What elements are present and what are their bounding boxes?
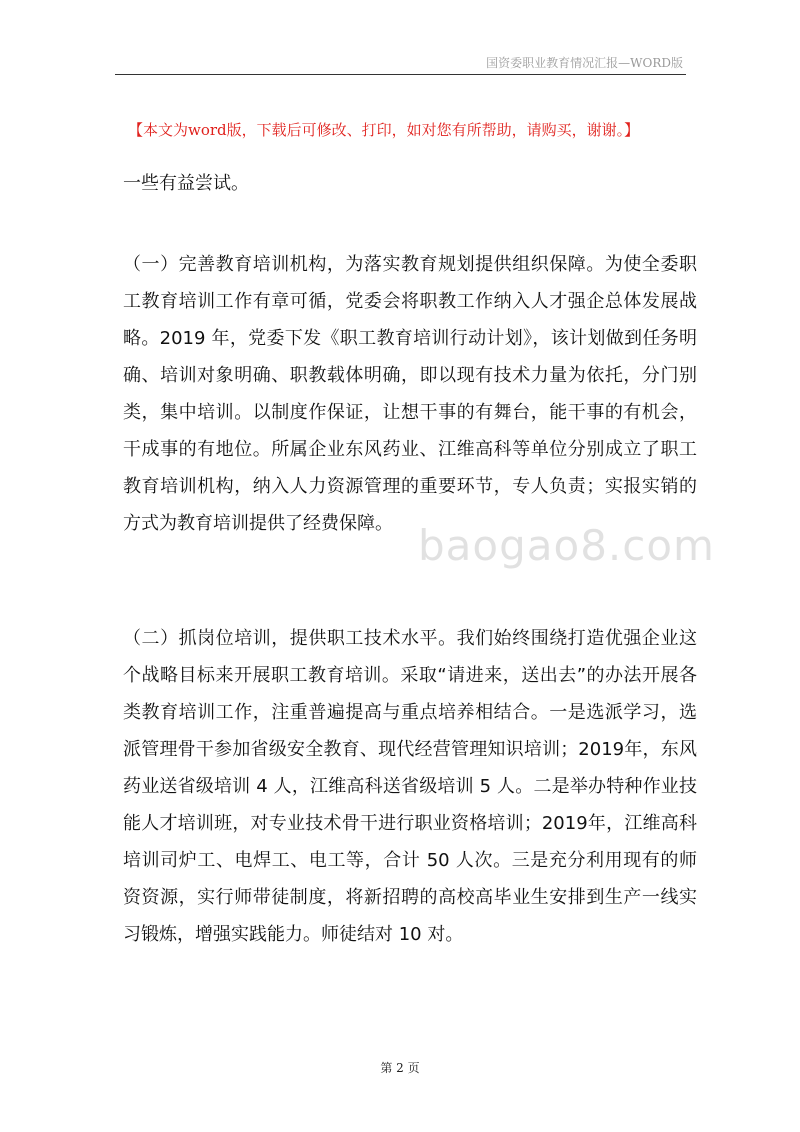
purchase-notice: 【本文为word版，下载后可修改、打印，如对您有所帮助，请购买，谢谢。】	[128, 121, 640, 139]
header-divider	[115, 74, 686, 75]
page-header-title: 国资委职业教育情况汇报—WORD版	[486, 56, 683, 70]
watermark: baogao8.com	[418, 521, 715, 570]
lead-line: 一些有益尝试。	[123, 173, 249, 194]
page-number: 第 2 页	[380, 1061, 420, 1075]
paragraph-1: （一）完善教育培训机构，为落实教育规划提供组织保障。为使全委职工教育培训工作有章可循，党委会将职教工作纳入人才强企总体发展战略。2019 年，党委下发《职工教育培训行动计划》，该计划做到任务明确、培训对象明确、职教载体明确，即以现有技术力量为依托，分门别类，集中培训。以制度作保证，让想干事的有舞台，能干事的有机会，干成事的有地位。所属企业东风药业、江维高科等单位分别成立了职工教育培训机构，纳入人力资源管理的重要环节，专人负责；实报实销的方式为教育培训提供了经费保障。	[123, 254, 697, 534]
paragraph-2: （二）抓岗位培训，提供职工技术水平。我们始终围绕打造优强企业这个战略目标来开展职工教育培训。采取“请进来，送出去”的办法开展各类教育培训工作，注重普遍提高与重点培养相结合。一是选派学习，选派管理骨干参加省级安全教育、现代经营管理知识培训；2019年，东风药业送省级培训 4 人，江维高科送省级培训 5 人。二是举办特种作业技能人才培训班，对专业技术骨干进行职业资格培训；2019年，江维高科培训司炉工、电焊工、电工等，合计 50 人次。三是充分利用现有的师资资源，实行师带徒制度，将新招聘的高校高毕业生安排到生产一线实习锻炼，增强实践能力。师徒结对 10 对。	[123, 628, 697, 945]
